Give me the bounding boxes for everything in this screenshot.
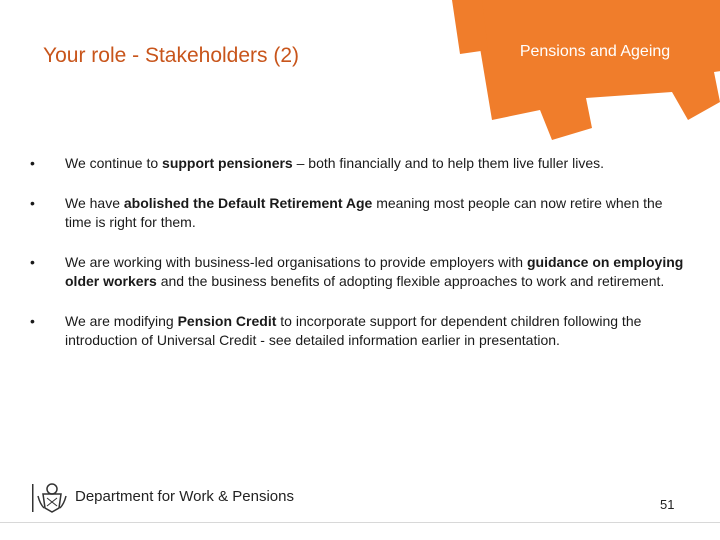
bullet-emphasis: guidance on employing older workers — [65, 253, 684, 289]
gear-decoration-icon — [452, 0, 720, 160]
page-number: 51 — [660, 497, 675, 512]
bullet-emphasis: support pensioners — [162, 155, 293, 171]
bullet-text: to incorporate support for dependent children following the introduction of Universal Credit - see detailed information earlier in presentation. — [65, 312, 642, 348]
bullet-text: meaning most people can now retire when the time is right for them. — [65, 194, 663, 230]
bullet-emphasis: Pension Credit — [177, 312, 277, 329]
royal-coat-of-arms-icon — [30, 480, 70, 516]
bullet-text: We have — [65, 194, 124, 211]
bullet-dot-icon: • — [30, 194, 35, 211]
bullet-dot-icon: • — [30, 253, 35, 270]
bullet-item — [30, 154, 690, 174]
bullet-dot-icon: • — [30, 312, 35, 329]
department-name: Department for Work & Pensions — [75, 488, 294, 505]
bullet-list — [30, 154, 690, 371]
bullet-emphasis: abolished the Default Retirement Age — [123, 194, 373, 211]
bullet-text: We are modifying — [65, 312, 178, 329]
bullet-item — [30, 194, 690, 233]
footer-divider — [0, 522, 720, 523]
bullet-text: and the business benefits of adopting flexible approaches to work and retirement. — [156, 273, 665, 289]
bullet-item — [30, 253, 690, 292]
bullet-text: We continue to — [65, 155, 163, 171]
bullet-text: – both financially and to help them live fuller lives. — [292, 155, 604, 171]
bullet-dot-icon: • — [30, 155, 35, 171]
section-label: Pensions and Ageing — [519, 43, 671, 60]
slide-title: Your role - Stakeholders (2) — [43, 44, 300, 67]
bullet-item — [30, 312, 690, 351]
bullet-text: We are working with business-led organisations to provide employers with — [65, 253, 527, 270]
